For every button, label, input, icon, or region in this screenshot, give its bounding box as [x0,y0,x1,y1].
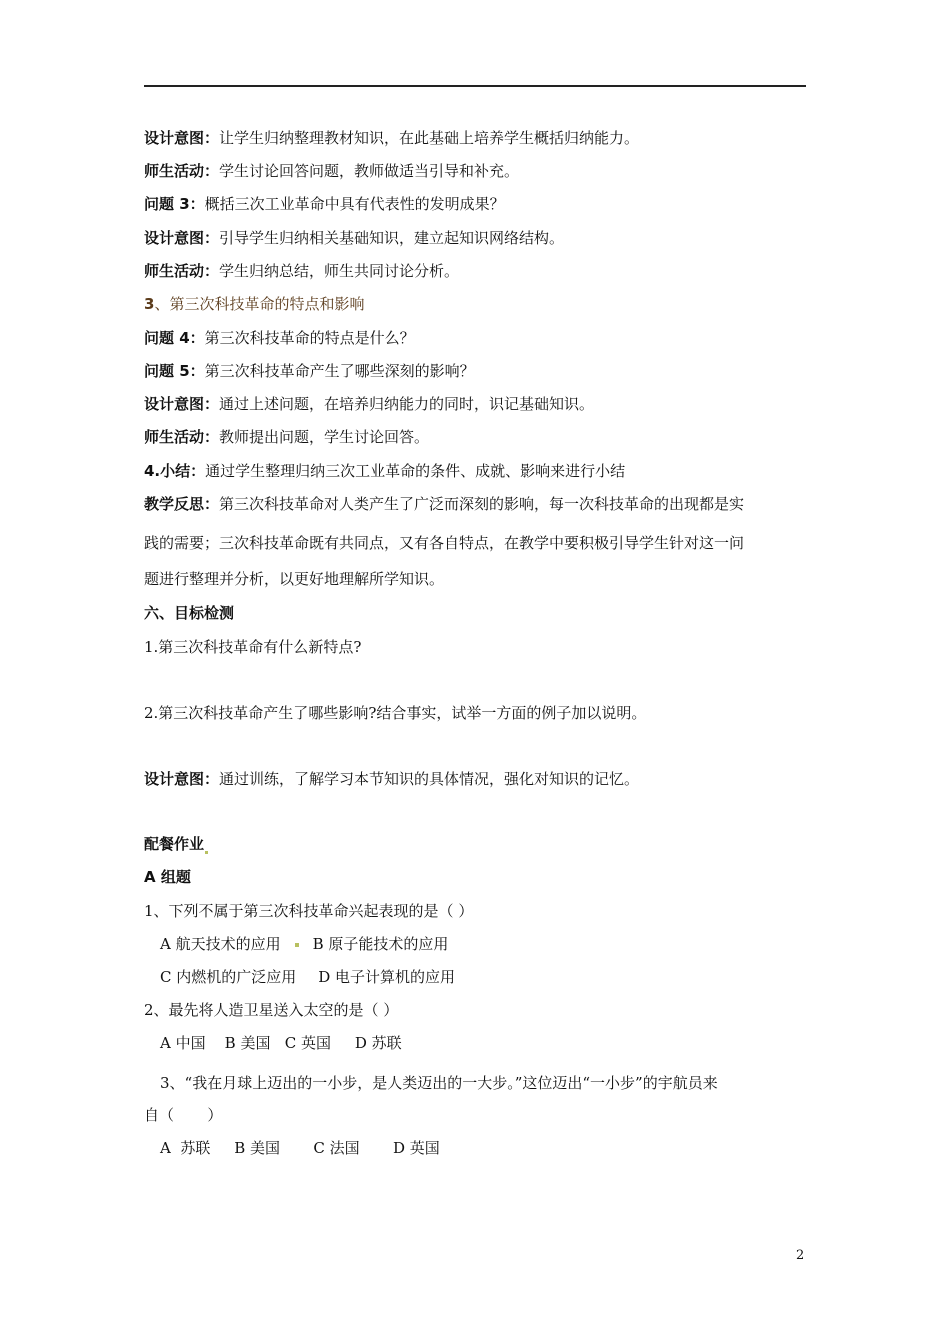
option-c: C 内燃机的广泛应用 [160,968,297,986]
design-intent-3 [144,394,594,414]
label: 设计意图： [144,770,220,788]
header-rule [144,85,806,87]
label: 问题 5： [144,362,205,380]
text: 学生讨论回答问题，教师做适当引导和补充。 [219,162,520,180]
mc-question-3-options: A 苏联 B 美国 C 法国 D 英国 [160,1139,440,1157]
text: 第三次科技革命的特点是什么？ [204,329,415,347]
question-5 [144,361,475,381]
teaching-reflection [144,494,744,514]
label: 师生活动： [144,428,220,446]
question-4 [144,328,415,348]
label: 师生活动： [144,262,220,280]
design-intent-1 [144,128,639,148]
teacher-student-activity-1 [144,161,519,181]
mc-question-2-options: A 中国 B 美国 C 英国 D 苏联 [160,1034,402,1052]
section-3-heading [144,294,364,314]
mc-question-2: 2、最先将人造卫星送入太空的是（ ） [144,1001,399,1019]
label: 师生活动： [144,162,220,180]
teacher-student-activity-3 [144,427,429,447]
teacher-student-activity-2 [144,261,459,281]
label: 设计意图： [144,395,220,413]
mc-question-1-options-ab [160,934,448,954]
summary [144,461,625,481]
design-intent-4 [144,769,639,789]
option-a: A 航天技术的应用 [160,935,281,953]
text: 通过学生整理归纳三次工业革命的条件、成就、影响来进行小结 [205,462,626,480]
text: 引导学生归纳相关基础知识，建立起知识网络结构。 [219,229,565,247]
text: 通过上述问题，在培养归纳能力的同时，识记基础知识。 [219,395,595,413]
label: 设计意图： [144,129,220,147]
text: 、第三次科技革命的特点和影响 [154,295,365,313]
question-3 [144,194,505,214]
label: 问题 4： [144,329,205,347]
decoration-dot [295,943,299,947]
text: 概括三次工业革命中具有代表性的发明成果？ [204,195,505,213]
decoration-dot [205,851,208,854]
option-b: B 原子能技术的应用 [312,935,449,953]
label: 4.小结： [144,462,206,480]
teaching-reflection-cont-2: 题进行整理并分析，以更好地理解所学知识。 [144,570,445,588]
mc-question-3: 3、“我在月球上迈出的一小步，是人类迈出的一大步。”这位迈出“一小步”的宇航员来 [160,1074,718,1092]
text: 学生归纳总结，师生共同讨论分析。 [219,262,460,280]
text: 配餐作业 [144,835,205,853]
label: 设计意图： [144,229,220,247]
label: 教学反思： [144,495,220,513]
design-intent-2 [144,228,564,248]
group-a-heading: A 组题 [144,868,191,886]
text: 第三次科技革命产生了哪些深刻的影响？ [204,362,475,380]
option-d: D 电子计算机的应用 [318,968,456,986]
section-6-heading: 六、目标检测 [144,604,235,622]
page-number: 2 [796,1248,805,1263]
mc-question-3-cont: 自（ ） [144,1106,223,1124]
label: 问题 3： [144,195,205,213]
text: 让学生归纳整理教材知识，在此基础上培养学生概括归纳能力。 [219,129,640,147]
mc-question-1: 1、下列不属于第三次科技革命兴起表现的是（ ） [144,902,474,920]
mc-question-1-options-cd [160,967,455,987]
text: 通过训练，了解学习本节知识的具体情况，强化对知识的记忆。 [219,770,640,788]
text: 教师提出问题，学生讨论回答。 [219,428,430,446]
text: 第三次科技革命对人类产生了广泛而深刻的影响，每一次科技革命的出现都是实 [219,495,745,513]
teaching-reflection-cont-1: 践的需要；三次科技革命既有共同点，又有各自特点，在教学中要积极引导学生针对这一问 [144,534,745,552]
section-number: 3 [144,295,155,313]
test-question-1: 1.第三次科技革命有什么新特点? [144,638,362,656]
homework-heading [144,834,208,854]
test-question-2: 2.第三次科技革命产生了哪些影响?结合事实，试举一方面的例子加以说明。 [144,704,647,722]
